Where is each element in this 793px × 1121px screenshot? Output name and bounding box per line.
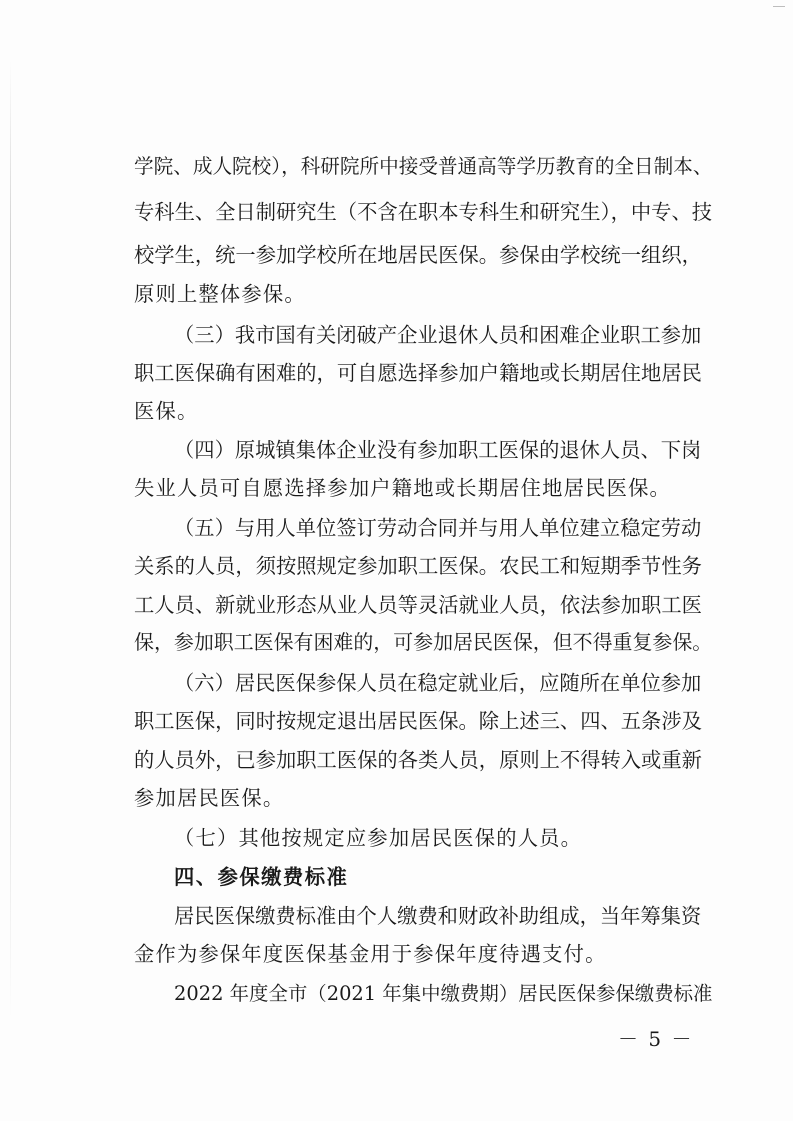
scan-edge-shadow bbox=[10, 60, 11, 1020]
paragraph-line: 专科生、全日制研究生（不含在职本专科生和研究生），中专、技 bbox=[134, 200, 713, 224]
paragraph-line: 保，参加职工医保有困难的，可参加居民医保，但不得重复参保。 bbox=[134, 630, 713, 654]
paragraph-line: （七）其他按规定应参加居民医保的人员。 bbox=[174, 826, 583, 850]
paragraph-line: 金作为参保年度医保基金用于参保年度待遇支付。 bbox=[134, 942, 607, 966]
paragraph-line: 居民医保缴费标准由个人缴费和财政补助组成，当年筹集资 bbox=[174, 904, 702, 928]
paragraph-line: （四）原城镇集体企业没有参加职工医保的退休人员、下岗 bbox=[174, 438, 702, 462]
paragraph-line: 原则上整体参保。 bbox=[134, 282, 306, 306]
paragraph-line: 2022 年度全市（2021 年集中缴费期）居民医保参保缴费标准 bbox=[174, 982, 713, 1005]
paragraph-line: （六）居民医保参保人员在稳定就业后，应随所在单位参加 bbox=[174, 671, 702, 695]
paragraph-line: （五）与用人单位签订劳动合同并与用人单位建立稳定劳动 bbox=[174, 516, 702, 540]
paragraph-line: 学院、成人院校），科研院所中接受普通高等学历教育的全日制本、 bbox=[134, 155, 713, 178]
section-heading: 四、参保缴费标准 bbox=[174, 865, 349, 889]
paragraph-line: 关系的人员，须按照规定参加职工医保。农民工和短期季节性务 bbox=[134, 554, 702, 578]
paragraph-line: 参加居民医保。 bbox=[134, 786, 285, 810]
paragraph-line: 工人员、新就业形态从业人员等灵活就业人员，依法参加职工医 bbox=[134, 593, 702, 617]
paragraph-line: 失业人员可自愿选择参加户籍地或长期居住地居民医保。 bbox=[134, 476, 672, 500]
paragraph-line: 职工医保，同时按规定退出居民医保。除上述三、四、五条涉及 bbox=[134, 709, 702, 733]
paragraph-line: （三）我市国有关闭破产企业退休人员和困难企业职工参加 bbox=[174, 323, 702, 347]
paragraph-line: 医保。 bbox=[134, 399, 199, 423]
paragraph-line: 校学生，统一参加学校所在地居民医保。参保由学校统一组织， bbox=[134, 243, 702, 267]
page-number: － 5 － bbox=[618, 1027, 694, 1051]
paragraph-line: 的人员外，已参加职工医保的各类人员，原则上不得转入或重新 bbox=[134, 748, 702, 772]
paragraph-line: 职工医保确有困难的，可自愿选择参加户籍地或长期居住地居民 bbox=[134, 361, 702, 385]
scan-corner-mark bbox=[773, 6, 785, 15]
